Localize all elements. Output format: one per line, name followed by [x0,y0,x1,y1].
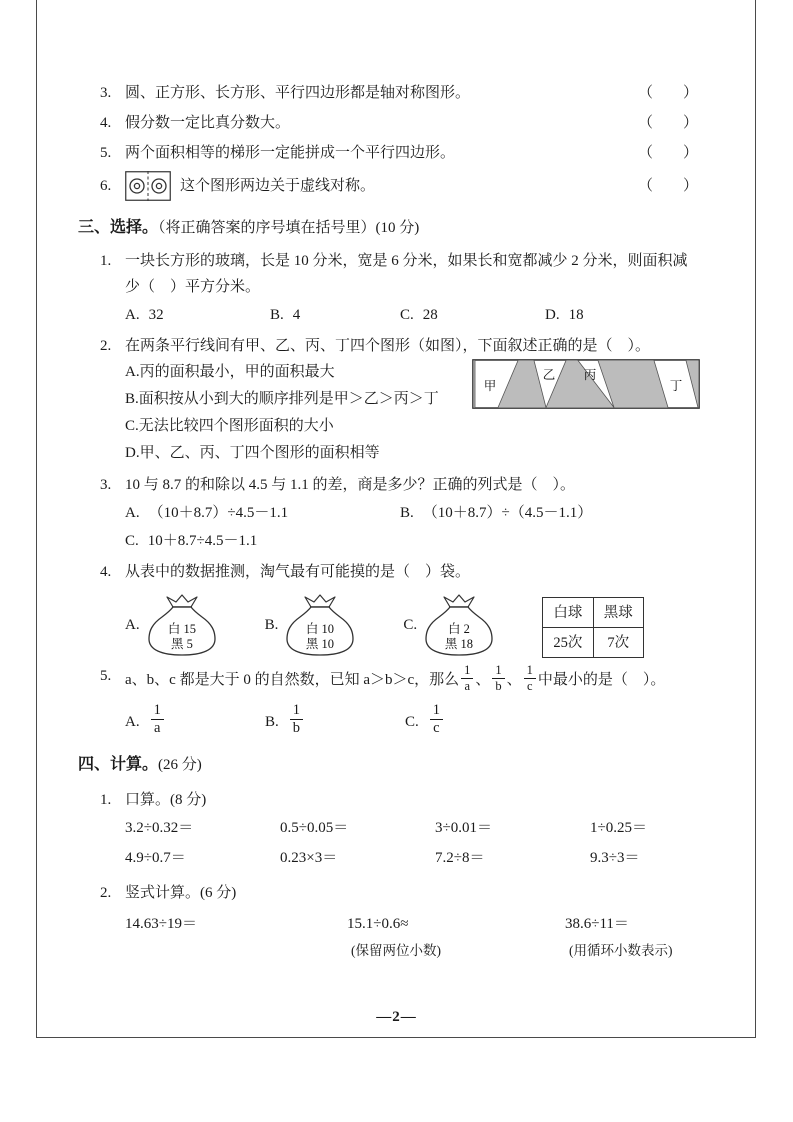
question-text: 10 与 8.7 的和除以 4.5 与 1.1 的差，商是多少？正确的列式是（ ）。 [125,477,576,493]
options-row [125,302,700,328]
value-white-balls: 25次 [543,628,593,658]
question-text: 在两条平行线间有甲、乙、丙、丁四个图形（如图），下面叙述正确的是（ ）。 [125,338,651,354]
subsection-score: (6 分) [200,884,237,901]
bag-option-a [125,593,219,657]
option-label: B. [125,391,139,407]
vertical-calc-row [125,911,700,962]
symmetry-circles-figure-icon [125,171,171,201]
option-text: 无法比较四个图形面积的大小 [138,418,334,434]
page-content [78,78,700,962]
bag-black-count: 黑 18 [445,637,474,651]
question-number: 4. [100,564,112,580]
header-black-balls: 黑球 [593,598,643,628]
bags-row [125,593,700,658]
calc-section-heading [78,750,700,780]
option-a [125,302,270,328]
answer-blank: （ ） [637,115,698,131]
draw-results-table [542,597,644,658]
option-b [270,302,400,328]
separator: 、 [506,672,522,688]
option-text: 4 [292,307,301,323]
oral-expression: 3.2÷0.32＝ [125,819,194,836]
oral-calc-heading [78,787,700,873]
question-text: 一块长方形的玻璃，长是 10 分米，宽是 6 分米，如果长和宽都减少 2 分米，则面积减少（ ）平方分米。 [125,253,688,295]
option-label: D. [125,445,140,461]
question-text: 从表中的数据推测，淘气最有可能摸的是（ ）袋。 [125,564,471,580]
option-c [400,302,545,328]
option-a [125,500,400,526]
question-text [125,663,700,697]
option-b [265,703,405,740]
table-header-row [543,598,644,628]
option-text: （10＋8.7）÷4.5－1.1 [148,505,289,521]
shape-label-ding: 丁 [669,379,683,393]
item-text: 两个面积相等的梯形一定能拼成一个平行四边形。 [125,145,456,161]
oral-expression: 0.23×3＝ [280,849,338,866]
option-label: A. [125,505,140,521]
question-text-suffix: 中最小的是（ ）。 [537,672,666,688]
option-label: D. [545,307,560,323]
option-label: A. [125,307,140,323]
oral-expression: 1÷0.25＝ [590,819,647,836]
option-text: 18 [568,307,584,323]
judge-item [78,168,700,204]
judge-item [78,108,700,138]
question-body [125,248,700,328]
fraction-one-over-a: $\frac{1}{a}$ [461,664,473,693]
oral-expression: 0.5÷0.05＝ [280,819,349,836]
vertical-note: (用循环小数表示) [569,942,673,958]
item-number: 3. [100,85,112,101]
option-d [545,302,584,328]
fraction-one-over-c: $\frac{1}{c}$ [430,703,443,736]
section-score: (10 分) [375,220,420,236]
money-bag-icon [283,593,357,657]
oral-calc-row [125,814,700,843]
shape-label-yi: 乙 [542,368,556,382]
option-label: B. [270,307,284,323]
answer-blank: （ ） [637,85,698,101]
vertical-item [125,911,347,937]
choice-question-4 [78,559,700,658]
question-body [125,880,700,962]
question-number: 1. [100,791,112,808]
section-title: 四、计算。 [78,755,159,773]
item-number: 5. [100,145,112,161]
option-label: B. [264,617,279,633]
question-body [125,333,700,467]
choice-section-heading [78,213,700,243]
item-text: 这个图形两边关于虚线对称。 [180,178,376,194]
item-number: 6. [100,178,112,194]
option-text: 甲、乙、丙、丁四个图形的面积相等 [139,445,380,461]
vertical-item [565,911,700,962]
subsection-score: (8 分) [170,791,207,808]
options-row [125,528,700,554]
judge-item [78,138,700,168]
question-text-prefix: a、b、c 都是大于 0 的自然数，已知 a＞b＞c，那么 [125,672,460,688]
judge-item [78,78,700,108]
section-title: 三、选择。 [78,219,159,236]
money-bag-icon [145,593,219,657]
bag-white-count: 白 10 [306,622,335,636]
question-body [125,559,700,658]
bag-white-count: 白 2 [448,622,471,636]
option-text: 32 [148,307,164,323]
vertical-note: (保留两位小数) [351,942,441,958]
question-number: 3. [100,477,112,493]
oral-expression: 4.9÷0.7＝ [125,849,186,866]
money-bag-icon [422,593,496,657]
option-label: C. [125,418,139,434]
option-label: C. [400,307,414,323]
item-text: 圆、正方形、长方形、平行四边形都是轴对称图形。 [125,85,471,101]
value-black-balls: 7次 [593,628,643,658]
option-c [125,528,257,554]
question-body [125,663,700,741]
question-body [125,472,700,554]
bag-white-count: 白 15 [167,622,196,636]
table-value-row [543,628,644,658]
bag-black-count: 黑 10 [306,637,335,651]
option-text: 丙的面积最小，甲的面积最大 [139,364,335,380]
bag-option-b [265,593,358,657]
subsection-title [125,880,700,906]
vertical-expression: 14.63÷19＝ [125,915,197,932]
item-number: 4. [100,115,112,131]
vertical-calc-heading [78,880,700,962]
bag-black-count: 黑 5 [170,637,193,651]
vertical-expression: 38.6÷11＝ [565,915,629,932]
options-row [125,500,700,526]
question-number: 1. [100,253,112,269]
shape-label-bing: 丙 [583,368,597,382]
page-number: —2— [376,1009,417,1025]
subsection-title-text: 竖式计算。 [125,884,201,901]
vertical-expression: 15.1÷0.6≈ [347,915,409,932]
choice-question-3 [78,472,700,554]
option-label: A. [125,617,140,633]
option-label: C. [403,617,418,633]
option-text: 面积按从小到大的顺序排列是甲＞乙＞丙＞丁 [138,391,439,407]
section-note: （将正确答案的序号填在括号里） [158,220,376,236]
oral-expression: 3÷0.01＝ [435,819,492,836]
header-white-balls: 白球 [543,598,593,628]
option-label: C. [405,713,419,730]
question-number: 5. [100,668,112,684]
fraction-one-over-b: $\frac{1}{b}$ [492,664,504,693]
option-a [125,703,265,740]
options-row [125,703,700,740]
item-text: 假分数一定比真分数大。 [125,115,291,131]
shape-label-jia: 甲 [483,379,497,393]
option-text: （10＋8.7）÷（4.5－1.1） [422,505,593,521]
question-number: 2. [100,884,112,901]
question-body [125,787,700,873]
question-number: 2. [100,338,112,354]
subsection-title [125,787,700,813]
fraction-one-over-c: $\frac{1}{c}$ [524,664,536,693]
bag-option-c [403,593,496,657]
choice-question-1 [78,248,700,328]
option-d [125,440,700,467]
oral-calc-row [125,844,700,873]
option-b [400,500,592,526]
section-score: (26 分) [158,756,202,773]
choice-question-5 [78,663,700,741]
vertical-item [347,911,565,962]
option-c [405,703,545,740]
separator: 、 [475,672,491,688]
fraction-one-over-b: $\frac{1}{b}$ [290,703,303,736]
subsection-title-text: 口算。 [125,791,171,808]
choice-question-2 [78,333,700,467]
option-label: B. [400,505,414,521]
option-text: 10＋8.7÷4.5－1.1 [147,533,258,549]
answer-blank: （ ） [637,145,698,161]
oral-expression: 9.3÷3＝ [590,849,640,866]
oral-expression: 7.2÷8＝ [435,849,485,866]
option-label: C. [125,533,139,549]
fraction-one-over-a: $\frac{1}{a}$ [151,703,164,736]
parallel-lines-shapes-figure [472,359,700,418]
option-label: A. [125,364,140,380]
answer-blank: （ ） [637,178,698,194]
option-text: 28 [422,307,438,323]
option-label: B. [265,713,279,730]
option-label: A. [125,713,140,730]
